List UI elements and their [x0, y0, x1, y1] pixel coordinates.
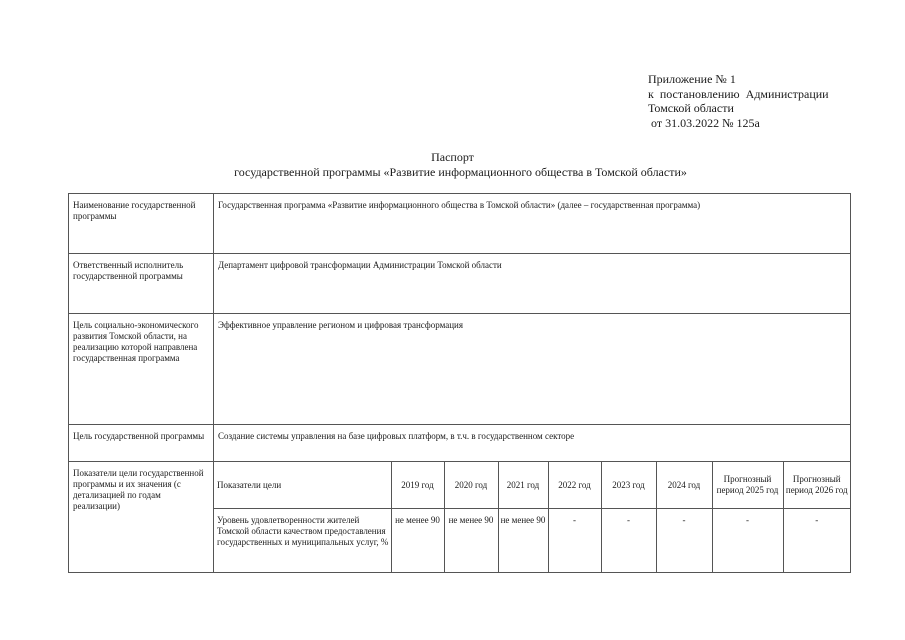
- row-label: Цель социально-экономического развития Томской области, на реализацию которой направлена государственная программа: [69, 314, 214, 425]
- header-cell: 2022 год: [548, 462, 601, 509]
- data-cell: не менее 90: [498, 509, 548, 573]
- data-cell: -: [601, 509, 656, 573]
- header-cell: 2020 год: [444, 462, 498, 509]
- data-cell: не менее 90: [444, 509, 498, 573]
- passport-table: [68, 193, 851, 573]
- document-subtitle: государственной программы «Развитие информационного общества в Томской области»: [234, 165, 687, 179]
- row-value: Эффективное управление регионом и цифровая трансформация: [214, 314, 851, 425]
- header-cell: Показатели цели: [214, 462, 391, 509]
- row-value: Государственная программа «Развитие информационного общества в Томской области» (далее – государственная программа): [214, 194, 851, 254]
- table-row: [69, 194, 851, 254]
- row-label: Наименование государственной программы: [69, 194, 214, 254]
- indicators-cell: [214, 462, 851, 573]
- row-label: Ответственный исполнитель государственной программы: [69, 254, 214, 314]
- header-cell: Прогнозный период 2025 год: [712, 462, 783, 509]
- appendix-note: [648, 72, 829, 130]
- indicators-header-row: [214, 462, 850, 509]
- header-cell: 2023 год: [601, 462, 656, 509]
- document-title: Паспорт: [431, 150, 474, 164]
- data-cell: -: [712, 509, 783, 573]
- row-label: Цель государственной программы: [69, 425, 214, 462]
- data-cell: не менее 90: [391, 509, 444, 573]
- table-row: [69, 314, 851, 425]
- header-cell: 2024 год: [656, 462, 712, 509]
- header-cell: Прогнозный период 2026 год: [783, 462, 850, 509]
- indicators-table: [214, 462, 850, 572]
- row-value: Департамент цифровой трансформации Администрации Томской области: [214, 254, 851, 314]
- table-row: [69, 254, 851, 314]
- header-cell: 2019 год: [391, 462, 444, 509]
- data-cell: -: [656, 509, 712, 573]
- appendix-line: к постановлению Администрации: [648, 86, 829, 101]
- appendix-line: Томской области: [648, 101, 734, 115]
- data-cell: -: [783, 509, 850, 573]
- header-cell: 2021 год: [498, 462, 548, 509]
- table-row: [69, 425, 851, 462]
- row-label: Показатели цели государственной программы и их значения (с детализацией по годам реализации): [69, 462, 214, 573]
- data-cell: -: [548, 509, 601, 573]
- table-row: [69, 462, 851, 573]
- appendix-line: Приложение № 1: [648, 72, 736, 86]
- appendix-line: от 31.03.2022 № 125а: [648, 115, 760, 130]
- row-value: Создание системы управления на базе цифровых платформ, в т.ч. в государственном секторе: [214, 425, 851, 462]
- indicators-data-row: [214, 509, 850, 573]
- data-cell: Уровень удовлетворенности жителей Томской области качеством предоставления государственных и муниципальных услуг, %: [214, 509, 391, 573]
